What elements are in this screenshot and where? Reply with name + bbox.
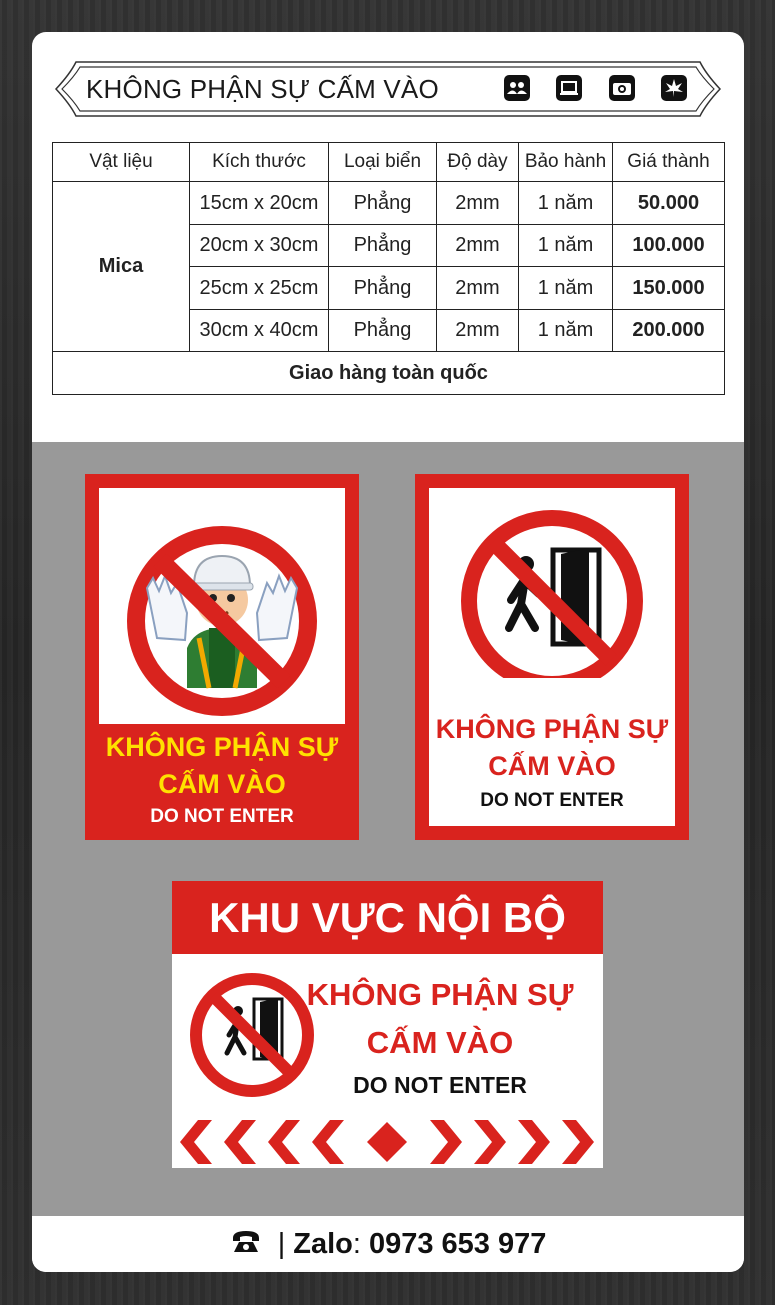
size-cell: 15cm x 20cm [190,182,329,225]
contact-bar [32,1216,744,1272]
size-cell: 20cm x 30cm [190,224,329,267]
thickness-cell: 2mm [437,224,519,267]
worker-prohibition-icon [99,488,345,724]
table-header-row [53,143,725,182]
sign2-line2: CẤM VÀO [488,751,616,781]
warranty-cell: 1 năm [519,224,613,267]
chevron-stripe [172,1116,603,1168]
sign3-header-bar [172,881,603,954]
product-showcase [32,442,744,1216]
type-cell: Phẳng [329,309,437,352]
door-prohibition-icon [429,488,675,678]
sign1-line2: CẤM VÀO [158,769,286,799]
type-cell: Phẳng [329,224,437,267]
table-footer-row [53,352,725,395]
group-icon[interactable] [504,75,530,101]
zalo-phone-number[interactable]: 0973 653 977 [368,1228,547,1260]
price-cell: 50.000 [613,182,725,225]
sign3-line1: KHÔNG PHẬN SỰ [306,977,574,1012]
type-cell: Phẳng [329,182,437,225]
header-material: Vật liệu [53,143,190,182]
size-cell: 25cm x 25cm [190,267,329,310]
contact-colon: : [352,1228,361,1260]
product-card [32,32,744,1272]
warranty-cell: 1 năm [519,309,613,352]
sign3-header: KHU VỰC NỘI BỘ [209,894,566,941]
camera-icon[interactable] [609,75,635,101]
sign-door-do-not-enter[interactable] [415,474,689,840]
header-size: Kích thước [190,143,329,182]
size-cell: 30cm x 40cm [190,309,329,352]
thickness-cell: 2mm [437,182,519,225]
sign2-line3: DO NOT ENTER [480,790,624,811]
contact-separator: | [277,1228,286,1260]
zalo-label: Zalo [293,1228,353,1260]
header-price: Giá thành [613,143,725,182]
sign-image-panel [99,488,345,724]
header-thickness: Độ dày [437,143,519,182]
sign3-line2: CẤM VÀO [366,1025,514,1060]
thickness-cell: 2mm [437,309,519,352]
header-type: Loại biển [329,143,437,182]
type-cell: Phẳng [329,267,437,310]
leaf-icon[interactable] [661,75,687,101]
material-cell: Mica [53,182,190,352]
sign1-line1: KHÔNG PHẬN SỰ [105,732,339,762]
sign-white-panel [429,488,675,826]
price-table [52,142,725,395]
header-warranty: Bảo hành [519,143,613,182]
laptop-icon[interactable] [556,75,582,101]
sign3-line3: DO NOT ENTER [353,1072,527,1098]
price-cell: 200.000 [613,309,725,352]
warranty-cell: 1 năm [519,182,613,225]
banner-title: KHÔNG PHẬN SỰ CẤM VÀO [86,74,439,104]
table-row [53,182,725,225]
title-banner [54,60,722,118]
phone-icon [230,1217,262,1272]
price-cell: 150.000 [613,267,725,310]
sign-worker-do-not-enter[interactable] [85,474,359,840]
thickness-cell: 2mm [437,267,519,310]
price-cell: 100.000 [613,224,725,267]
sign2-line1: KHÔNG PHẬN SỰ [435,714,669,744]
sign-internal-area[interactable] [172,881,603,1168]
warranty-cell: 1 năm [519,267,613,310]
sign1-line3: DO NOT ENTER [150,806,294,827]
shipping-note: Giao hàng toàn quốc [53,352,725,395]
